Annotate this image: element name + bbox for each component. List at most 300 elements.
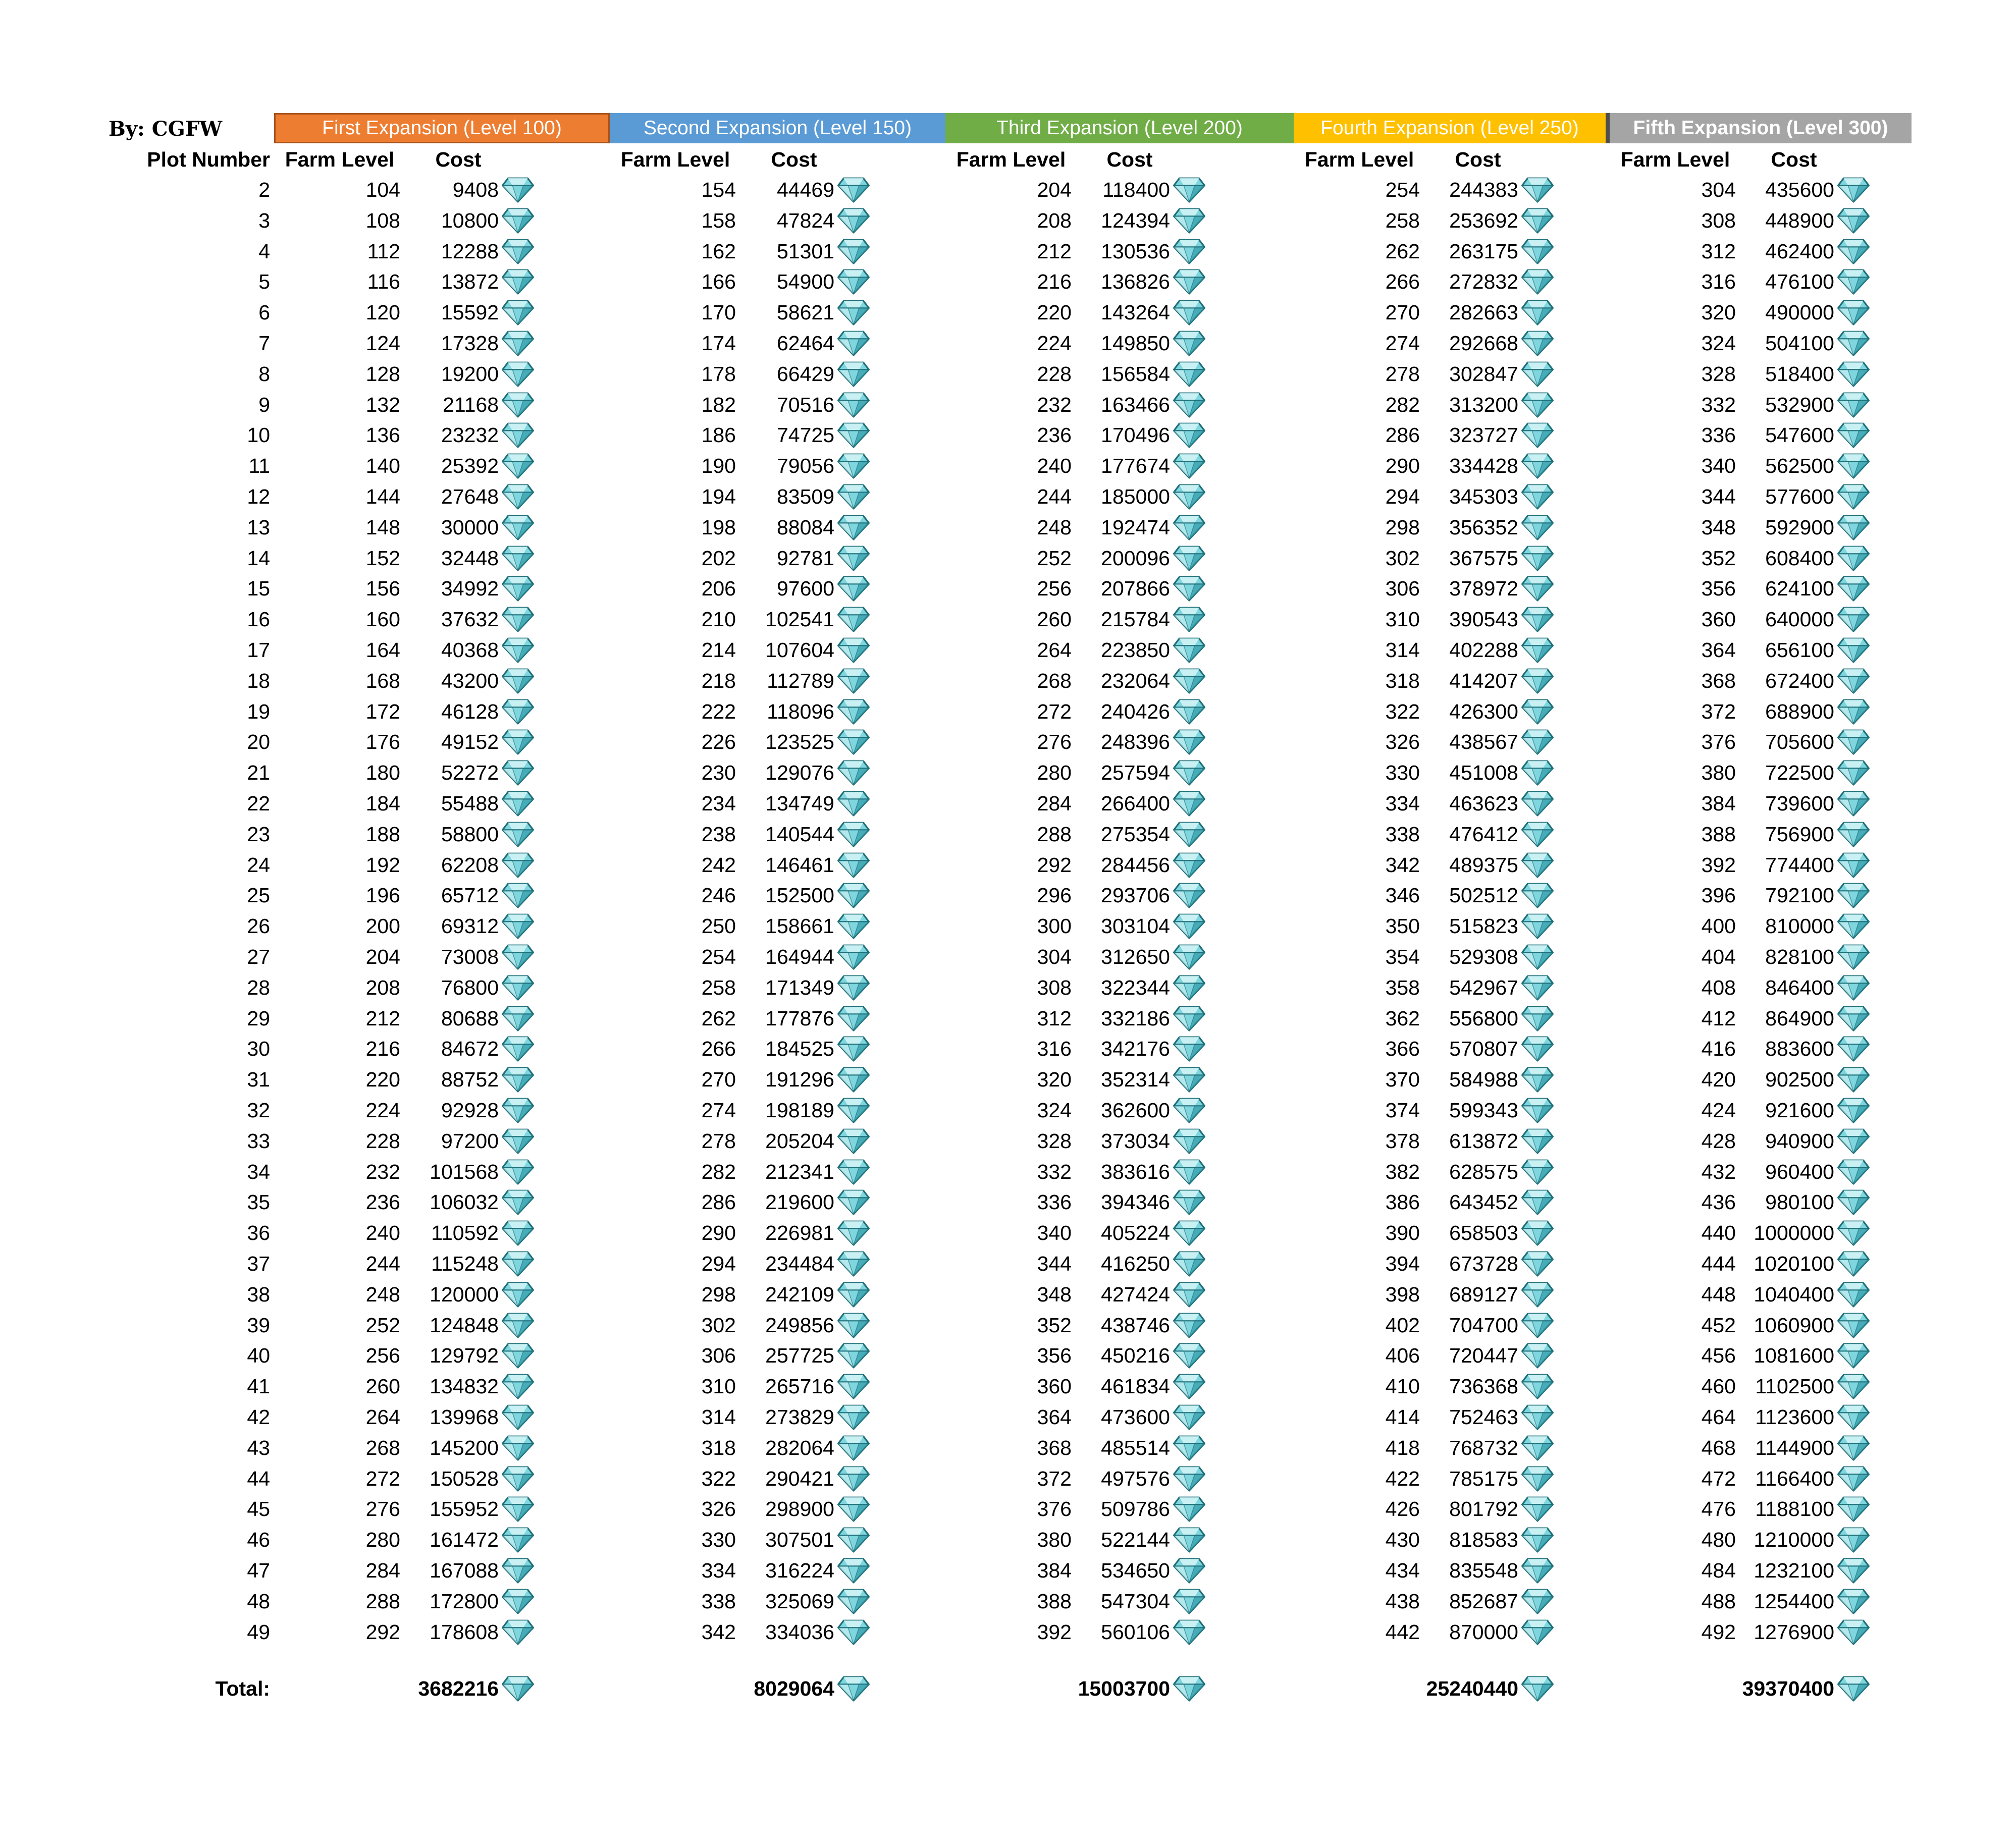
plot-number: 24 <box>247 853 270 877</box>
farm-level: 382 <box>1385 1160 1420 1183</box>
cost-value: 46128 <box>441 699 499 723</box>
diamond-icon <box>501 1128 535 1154</box>
diamond-icon <box>1521 1588 1554 1614</box>
table-row <box>0 1003 2016 1034</box>
diamond-icon <box>837 268 870 295</box>
cost-header: Cost <box>435 148 482 171</box>
cost-value: 155952 <box>430 1497 499 1521</box>
diamond-icon <box>1521 1619 1554 1645</box>
cost-value: 435600 <box>1765 178 1834 201</box>
cost-value: 102541 <box>765 608 834 631</box>
table-row <box>0 757 2016 788</box>
farm-level: 250 <box>701 914 736 938</box>
cost-value: 414207 <box>1449 669 1518 692</box>
cost-value: 101568 <box>430 1160 499 1183</box>
farm-level: 256 <box>365 1344 400 1368</box>
cost-value: 152500 <box>765 884 834 907</box>
diamond-icon <box>501 299 535 325</box>
diamond-icon <box>501 514 535 540</box>
cost-value: 1081600 <box>1754 1344 1834 1368</box>
diamond-icon <box>837 1036 870 1062</box>
diamond-icon <box>837 483 870 510</box>
farm-level: 398 <box>1385 1282 1420 1306</box>
diamond-icon <box>501 1005 535 1031</box>
cost-value: 673728 <box>1449 1252 1518 1275</box>
cost-value: 191296 <box>765 1068 834 1092</box>
diamond-icon <box>837 1005 870 1031</box>
farm-level: 388 <box>1037 1589 1072 1613</box>
farm-level: 304 <box>1037 945 1072 968</box>
diamond-icon <box>837 1251 870 1277</box>
cost-value: 40368 <box>441 638 499 662</box>
farm-level: 416 <box>1701 1037 1736 1061</box>
plot-number: 35 <box>247 1190 270 1214</box>
cost-value: 167088 <box>430 1559 499 1582</box>
farm-level: 338 <box>701 1589 736 1613</box>
diamond-icon <box>501 177 535 203</box>
farm-level: 344 <box>1037 1252 1072 1275</box>
cost-value: 402288 <box>1449 638 1518 662</box>
cost-value: 390543 <box>1449 608 1518 631</box>
farm-level: 222 <box>701 699 736 723</box>
farm-level: 380 <box>1701 761 1736 785</box>
farm-level: 270 <box>1385 301 1420 324</box>
diamond-icon <box>1173 1496 1206 1522</box>
table-row <box>0 573 2016 604</box>
cost-value: 438746 <box>1101 1313 1170 1337</box>
diamond-icon <box>1837 729 1870 755</box>
diamond-icon <box>837 1097 870 1123</box>
table-row <box>0 390 2016 420</box>
cost-value: 140544 <box>765 822 834 846</box>
farm-level: 328 <box>1701 362 1736 386</box>
farm-level: 108 <box>365 208 400 232</box>
plot-number: 47 <box>247 1559 270 1582</box>
diamond-icon <box>1173 1588 1206 1614</box>
diamond-icon <box>1173 852 1206 878</box>
diamond-icon <box>1837 759 1870 786</box>
cost-value: 257594 <box>1101 761 1170 785</box>
diamond-icon <box>1837 1465 1870 1492</box>
cost-value: 570807 <box>1449 1037 1518 1061</box>
farm-level: 360 <box>1701 608 1736 631</box>
diamond-icon <box>1173 1557 1206 1584</box>
diamond-icon <box>501 1435 535 1461</box>
diamond-icon <box>1173 1435 1206 1461</box>
diamond-icon <box>1173 1465 1206 1492</box>
farm-level: 306 <box>701 1344 736 1368</box>
diamond-icon <box>1173 207 1206 234</box>
farm-level: 170 <box>701 301 736 324</box>
cost-value: 282663 <box>1449 301 1518 324</box>
column-header-row <box>0 144 2016 175</box>
diamond-icon <box>501 1373 535 1399</box>
cost-value: 476412 <box>1449 822 1518 846</box>
diamond-icon <box>1837 1005 1870 1031</box>
table-row <box>0 819 2016 849</box>
farm-level: 296 <box>1037 884 1072 907</box>
diamond-icon <box>501 361 535 387</box>
diamond-icon <box>501 729 535 755</box>
cost-value: 146461 <box>765 853 834 877</box>
cost-value: 846400 <box>1765 975 1834 999</box>
cost-value: 852687 <box>1449 1589 1518 1613</box>
plot-number: 8 <box>258 362 270 386</box>
totals-row <box>0 1673 2016 1704</box>
farm-level: 260 <box>1037 608 1072 631</box>
cost-value: 752463 <box>1449 1405 1518 1429</box>
diamond-icon <box>1837 238 1870 264</box>
farm-level: 268 <box>365 1436 400 1459</box>
farm-level: 266 <box>1385 270 1420 294</box>
plot-number: 39 <box>247 1313 270 1337</box>
diamond-icon <box>1521 1312 1554 1338</box>
farm-level: 336 <box>1037 1190 1072 1214</box>
table-row <box>0 205 2016 236</box>
farm-level: 302 <box>701 1313 736 1337</box>
plot-number: 48 <box>247 1589 270 1613</box>
farm-level: 430 <box>1385 1528 1420 1552</box>
diamond-icon <box>1521 1465 1554 1492</box>
diamond-icon <box>501 545 535 571</box>
farm-level: 284 <box>1037 792 1072 815</box>
farm-level: 370 <box>1385 1068 1420 1092</box>
cost-value: 450216 <box>1101 1344 1170 1368</box>
farm-level: 426 <box>1385 1497 1420 1521</box>
farm-level: 294 <box>1385 485 1420 508</box>
farm-level: 288 <box>1037 822 1072 846</box>
plot-number: 40 <box>247 1344 270 1368</box>
cost-value: 23232 <box>441 423 499 447</box>
plot-number: 28 <box>247 975 270 999</box>
diamond-icon <box>837 453 870 479</box>
cost-value: 284456 <box>1101 853 1170 877</box>
farm-level: 238 <box>701 822 736 846</box>
diamond-icon <box>501 1557 535 1584</box>
farm-level: 268 <box>1037 669 1072 692</box>
cost-value: 88084 <box>776 515 834 539</box>
farm-level: 208 <box>365 975 400 999</box>
cost-value: 940900 <box>1765 1129 1834 1153</box>
farm-level: 320 <box>1037 1068 1072 1092</box>
diamond-icon <box>1521 974 1554 1001</box>
farm-level: 480 <box>1701 1528 1736 1552</box>
diamond-icon <box>1837 453 1870 479</box>
farm-level: 362 <box>1385 1006 1420 1030</box>
diamond-icon <box>1521 1675 1554 1702</box>
farm-level: 438 <box>1385 1589 1420 1613</box>
cost-value: 253692 <box>1449 208 1518 232</box>
table-row <box>0 512 2016 542</box>
farm-level: 292 <box>365 1620 400 1644</box>
farm-level: 252 <box>365 1313 400 1337</box>
cost-value: 234484 <box>765 1252 834 1275</box>
plot-number: 31 <box>247 1068 270 1092</box>
farm-level: 280 <box>1037 761 1072 785</box>
plot-number: 17 <box>247 638 270 662</box>
plot-number: 49 <box>247 1620 270 1644</box>
cost-value: 244383 <box>1449 178 1518 201</box>
diamond-icon <box>1837 790 1870 817</box>
diamond-icon <box>1521 1404 1554 1430</box>
diamond-icon <box>837 1675 870 1702</box>
total-label: Total: <box>215 1677 270 1700</box>
diamond-icon <box>1837 1404 1870 1430</box>
diamond-icon <box>1837 1128 1870 1154</box>
cost-value: 1210000 <box>1754 1528 1834 1552</box>
farm-level: 312 <box>1037 1006 1072 1030</box>
cost-value: 426300 <box>1449 699 1518 723</box>
diamond-icon <box>1521 1496 1554 1522</box>
diamond-icon <box>1521 852 1554 878</box>
cost-value: 136826 <box>1101 270 1170 294</box>
cost-value: 560106 <box>1101 1620 1170 1644</box>
diamond-icon <box>1837 1619 1870 1645</box>
diamond-icon <box>1173 1220 1206 1246</box>
diamond-icon <box>1521 698 1554 725</box>
diamond-icon <box>1521 422 1554 448</box>
diamond-icon <box>501 913 535 939</box>
farm-level: 492 <box>1701 1620 1736 1644</box>
diamond-icon <box>1521 821 1554 847</box>
farm-level: 320 <box>1701 301 1736 324</box>
farm-level: 460 <box>1701 1375 1736 1398</box>
farm-level: 332 <box>1037 1160 1072 1183</box>
farm-level: 352 <box>1701 546 1736 570</box>
diamond-icon <box>501 1527 535 1553</box>
cost-value: 275354 <box>1101 822 1170 846</box>
diamond-icon <box>837 1465 870 1492</box>
farm-level: 310 <box>701 1375 736 1398</box>
farm-level: 308 <box>1037 975 1072 999</box>
cost-value: 427424 <box>1101 1282 1170 1306</box>
plot-number: 29 <box>247 1006 270 1030</box>
diamond-icon <box>501 974 535 1001</box>
diamond-icon <box>1837 1527 1870 1553</box>
cost-value: 688900 <box>1765 699 1834 723</box>
diamond-icon <box>837 637 870 663</box>
diamond-icon <box>501 1496 535 1522</box>
farm-level: 214 <box>701 638 736 662</box>
diamond-icon <box>837 207 870 234</box>
farm-level: 308 <box>1701 208 1736 232</box>
farm-level: 304 <box>1701 178 1736 201</box>
diamond-icon <box>1173 668 1206 694</box>
farm-level: 302 <box>1385 546 1420 570</box>
farm-level: 330 <box>701 1528 736 1552</box>
farm-level: 254 <box>1385 178 1420 201</box>
plot-number: 4 <box>258 239 270 263</box>
table-row <box>0 1402 2016 1432</box>
diamond-icon <box>837 1404 870 1430</box>
diamond-icon <box>501 1036 535 1062</box>
farm-level: 286 <box>701 1190 736 1214</box>
diamond-icon <box>501 1588 535 1614</box>
diamond-icon <box>1173 790 1206 817</box>
farm-level: 180 <box>365 761 400 785</box>
farm-level: 434 <box>1385 1559 1420 1582</box>
diamond-icon <box>1173 268 1206 295</box>
table-row <box>0 1034 2016 1064</box>
farm-level: 386 <box>1385 1190 1420 1214</box>
plot-number: 13 <box>247 515 270 539</box>
plot-number: 19 <box>247 699 270 723</box>
diamond-icon <box>501 422 535 448</box>
plot-number: 30 <box>247 1037 270 1061</box>
farm-level: 366 <box>1385 1037 1420 1061</box>
cost-value: 307501 <box>765 1528 834 1552</box>
diamond-icon <box>1837 299 1870 325</box>
farm-level: 432 <box>1701 1160 1736 1183</box>
cost-value: 1232100 <box>1754 1559 1834 1582</box>
farm-level: 226 <box>701 730 736 754</box>
diamond-icon <box>1173 1159 1206 1185</box>
cost-value: 25392 <box>441 454 499 478</box>
diamond-icon <box>1837 422 1870 448</box>
farm-level: 192 <box>365 853 400 877</box>
diamond-icon <box>837 299 870 325</box>
farm-level: 374 <box>1385 1099 1420 1122</box>
cost-value: 106032 <box>430 1190 499 1214</box>
expansion-header-1: First Expansion (Level 100) <box>274 113 610 143</box>
table-row <box>0 972 2016 1003</box>
farm-level-header: Farm Level <box>285 148 395 171</box>
farm-level: 224 <box>365 1099 400 1122</box>
diamond-icon <box>1521 1557 1554 1584</box>
farm-level: 440 <box>1701 1221 1736 1245</box>
farm-level: 390 <box>1385 1221 1420 1245</box>
diamond-icon <box>1521 392 1554 418</box>
farm-level: 182 <box>701 393 736 416</box>
diamond-icon <box>1173 575 1206 602</box>
farm-level: 184 <box>365 792 400 815</box>
diamond-icon <box>1521 514 1554 540</box>
cost-value: 298900 <box>765 1497 834 1521</box>
farm-level: 378 <box>1385 1129 1420 1153</box>
farm-level: 298 <box>701 1282 736 1306</box>
cost-value: 232064 <box>1101 669 1170 692</box>
farm-level: 274 <box>701 1099 736 1122</box>
diamond-icon <box>501 1251 535 1277</box>
cost-value: 92781 <box>776 546 834 570</box>
farm-level: 174 <box>701 332 736 355</box>
cost-value: 835548 <box>1449 1559 1518 1582</box>
diamond-icon <box>1173 1251 1206 1277</box>
diamond-icon <box>501 453 535 479</box>
cost-value: 960400 <box>1765 1160 1834 1183</box>
diamond-icon <box>837 361 870 387</box>
cost-value: 145200 <box>430 1436 499 1459</box>
farm-level: 246 <box>701 884 736 907</box>
cost-value: 13872 <box>441 270 499 294</box>
table-row <box>0 1525 2016 1555</box>
cost-value: 129792 <box>430 1344 499 1368</box>
farm-level: 368 <box>1037 1436 1072 1459</box>
diamond-icon <box>1173 1527 1206 1553</box>
farm-level: 248 <box>365 1282 400 1306</box>
cost-value: 316224 <box>765 1559 834 1582</box>
farm-level: 280 <box>365 1528 400 1552</box>
diamond-icon <box>1837 1189 1870 1215</box>
farm-level: 242 <box>701 853 736 877</box>
farm-level: 276 <box>1037 730 1072 754</box>
cost-value: 334428 <box>1449 454 1518 478</box>
expansion-header-5: Fifth Expansion (Level 300) <box>1610 113 1912 143</box>
farm-level: 350 <box>1385 914 1420 938</box>
farm-level: 340 <box>1701 454 1736 478</box>
expansion-header-4: Fourth Expansion (Level 250) <box>1294 113 1606 143</box>
table-row <box>0 1279 2016 1310</box>
farm-level: 264 <box>365 1405 400 1429</box>
diamond-icon <box>1837 1159 1870 1185</box>
cost-value: 640000 <box>1765 608 1834 631</box>
farm-level-header: Farm Level <box>1620 148 1730 171</box>
cost-value: 84672 <box>441 1037 499 1061</box>
diamond-icon <box>1837 483 1870 510</box>
plot-number: 23 <box>247 822 270 846</box>
farm-level: 318 <box>701 1436 736 1459</box>
farm-level: 340 <box>1037 1221 1072 1245</box>
cost-value: 74725 <box>776 423 834 447</box>
diamond-icon <box>837 668 870 694</box>
cost-value: 1254400 <box>1754 1589 1834 1613</box>
farm-level: 254 <box>701 945 736 968</box>
cost-value: 689127 <box>1449 1282 1518 1306</box>
cost-value: 257725 <box>765 1344 834 1368</box>
cost-value: 265716 <box>765 1375 834 1398</box>
farm-level: 244 <box>1037 485 1072 508</box>
farm-level: 472 <box>1701 1466 1736 1490</box>
total-cost: 39370400 <box>1742 1677 1834 1700</box>
diamond-icon <box>837 545 870 571</box>
cost-value: 65712 <box>441 884 499 907</box>
diamond-icon <box>501 606 535 632</box>
plot-number: 34 <box>247 1160 270 1183</box>
plot-number: 32 <box>247 1099 270 1122</box>
cost-value: 292668 <box>1449 332 1518 355</box>
cost-value: 312650 <box>1101 945 1170 968</box>
diamond-icon <box>1173 729 1206 755</box>
cost-value: 489375 <box>1449 853 1518 877</box>
diamond-icon <box>501 1159 535 1185</box>
farm-level: 164 <box>365 638 400 662</box>
cost-value: 70516 <box>776 393 834 416</box>
farm-level: 272 <box>365 1466 400 1490</box>
farm-level: 178 <box>701 362 736 386</box>
diamond-icon <box>501 1097 535 1123</box>
diamond-icon <box>1837 637 1870 663</box>
farm-level: 394 <box>1385 1252 1420 1275</box>
farm-level: 196 <box>365 884 400 907</box>
diamond-icon <box>837 606 870 632</box>
diamond-icon <box>837 944 870 970</box>
cost-value: 416250 <box>1101 1252 1170 1275</box>
diamond-icon <box>1173 238 1206 264</box>
diamond-icon <box>1521 1435 1554 1461</box>
diamond-icon <box>501 1675 535 1702</box>
farm-level: 412 <box>1701 1006 1736 1030</box>
cost-value: 282064 <box>765 1436 834 1459</box>
cost-value: 462400 <box>1765 239 1834 263</box>
farm-level: 104 <box>365 178 400 201</box>
farm-level: 408 <box>1701 975 1736 999</box>
cost-value: 394346 <box>1101 1190 1170 1214</box>
cost-value: 185000 <box>1101 485 1170 508</box>
cost-value: 542967 <box>1449 975 1518 999</box>
cost-value: 172800 <box>430 1589 499 1613</box>
diamond-icon <box>837 1527 870 1553</box>
farm-level: 200 <box>365 914 400 938</box>
